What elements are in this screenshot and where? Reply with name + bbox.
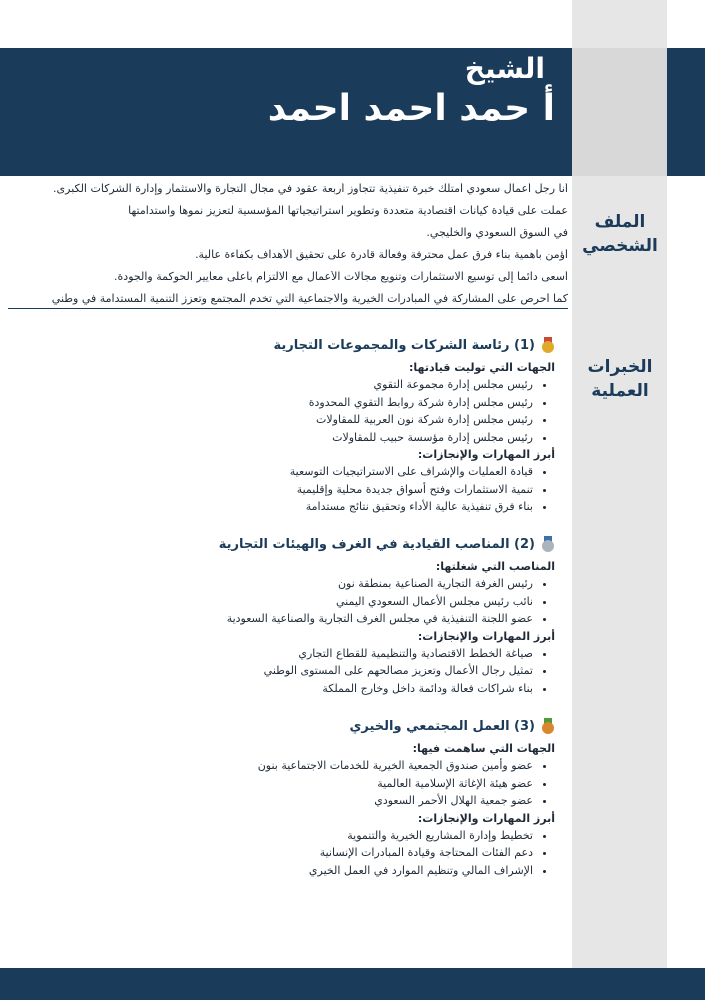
- experience-label-line1: الخبرات: [587, 357, 653, 377]
- profile-line: أؤمن بأهمية بناء فرق عمل محترفة وفعالة قادرة على تحقيق الأهداف بكفاءة عالية.: [195, 249, 568, 261]
- subheading: المناصب التي شغلتها:: [435, 560, 555, 573]
- profile-line: عملت على قيادة كيانات اقتصادية متعددة وتطوير استراتيجياتها المؤسسية لتعزيز نموها واستدامتها: [128, 205, 568, 217]
- list-item: • رئيس مجلس إدارة مجموعة التقوي: [135, 376, 533, 394]
- profile-line: كما أحرص على المشاركة في المبادرات الخيرية والاجتماعية التي تخدم المجتمع وتعزز التنمية المستدامة في وطني: [8, 293, 568, 309]
- bullet-list: [135, 757, 555, 810]
- list-item: • نائب رئيس مجلس الأعمال السعودي اليمني: [135, 593, 533, 611]
- list-item: • بناء شراكات فعالة ودائمة داخل وخارج المملكة: [135, 680, 533, 698]
- profile-label: [578, 210, 662, 258]
- profile-line: في السوق السعودي والخليجي.: [426, 227, 568, 239]
- list-item: • دعم الفئات المحتاجة وقيادة المبادرات الإنسانية: [135, 844, 533, 862]
- list-item: • عضو اللجنة التنفيذية في مجلس الغرف التجارية والصناعية السعودية: [135, 610, 533, 628]
- section-title: (1) رئاسة الشركات والمجموعات التجارية: [273, 337, 535, 353]
- profile-line: أسعى دائما إلى توسيع الاستثمارات وتنويع مجالات الأعمال مع الالتزام بأعلى معايير الحوكمة والجودة.: [114, 271, 568, 283]
- profile-label-line2: الشخصي: [582, 236, 658, 256]
- list-item: • عضو جمعية الهلال الأحمر السعودي: [135, 792, 533, 810]
- list-item: • عضو هيئة الإغاثة الإسلامية العالمية: [135, 775, 533, 793]
- bullet-list: [135, 827, 555, 880]
- silver-medal-icon: [541, 536, 555, 552]
- list-item: • عضو وأمين صندوق الجمعية الخيرية للخدمات الاجتماعية بنون: [135, 757, 533, 775]
- list-item: • تنمية الاستثمارات وفتح أسواق جديدة محلية وإقليمية: [135, 481, 533, 499]
- subheading: الجهات التي توليت قيادتها:: [409, 361, 555, 374]
- profile-text: [8, 183, 568, 309]
- header-sidebar-block: [572, 48, 667, 176]
- bullet-list: [135, 645, 555, 698]
- experience-section-2: [135, 536, 555, 697]
- experience-label-line2: العملية: [591, 381, 649, 401]
- section-heading: [135, 718, 555, 734]
- section-heading: [135, 536, 555, 552]
- profile-label-line1: الملف: [594, 212, 646, 232]
- list-item: • رئيس مجلس إدارة مؤسسة حبيب للمقاولات: [135, 429, 533, 447]
- subheading: الجهات التي ساهمت فيها:: [412, 742, 555, 755]
- bullet-list: [135, 463, 555, 516]
- gold-medal-icon: [541, 337, 555, 353]
- list-item: • رئيس مجلس إدارة شركة نون العربية للمقاولات: [135, 411, 533, 429]
- bullet-list: [135, 376, 555, 446]
- footer-band: [0, 968, 705, 1000]
- section-title: (3) العمل المجتمعي والخيري: [349, 718, 535, 734]
- list-item: • قيادة العمليات والإشراف على الاستراتيجيات التوسعية: [135, 463, 533, 481]
- list-item: • بناء فرق تنفيذية عالية الأداء وتحقيق نتائج مستدامة: [135, 498, 533, 516]
- header-title: الشيخ: [464, 52, 545, 85]
- list-item: • تخطيط وإدارة المشاريع الخيرية والتنموية: [135, 827, 533, 845]
- profile-line: أنا رجل أعمال سعودي أمتلك خبرة تنفيذية تتجاوز أربعة عقود في مجال التجارة والاستثمار وإدارة الشركات الكبرى.: [53, 183, 568, 195]
- experience-label: [578, 355, 662, 403]
- section-heading: [135, 337, 555, 353]
- subheading: أبرز المهارات والإنجازات:: [417, 629, 555, 643]
- subheading: أبرز المهارات والإنجازات:: [417, 811, 555, 825]
- list-item: • صياغة الخطط الاقتصادية والتنظيمية للقطاع التجاري: [135, 645, 533, 663]
- list-item: • الإشراف المالي وتنظيم الموارد في العمل الخيري: [135, 862, 533, 880]
- subheading: أبرز المهارات والإنجازات:: [417, 448, 555, 461]
- experience-section-1: [135, 337, 555, 516]
- list-item: • رئيس مجلس إدارة شركة روابط التقوي المحدودة: [135, 394, 533, 412]
- list-item: • تمثيل رجال الأعمال وتعزيز مصالحهم على المستوى الوطني: [135, 662, 533, 680]
- bullet-list: [135, 575, 555, 628]
- section-title: (2) المناصب القيادية في الغرف والهيئات التجارية: [218, 536, 535, 552]
- bronze-medal-icon: [541, 718, 555, 734]
- header-name: أ حمد احمد احمد: [267, 88, 555, 129]
- experience-section-3: [135, 718, 555, 879]
- list-item: • رئيس الغرفة التجارية الصناعية بمنطقة نون: [135, 575, 533, 593]
